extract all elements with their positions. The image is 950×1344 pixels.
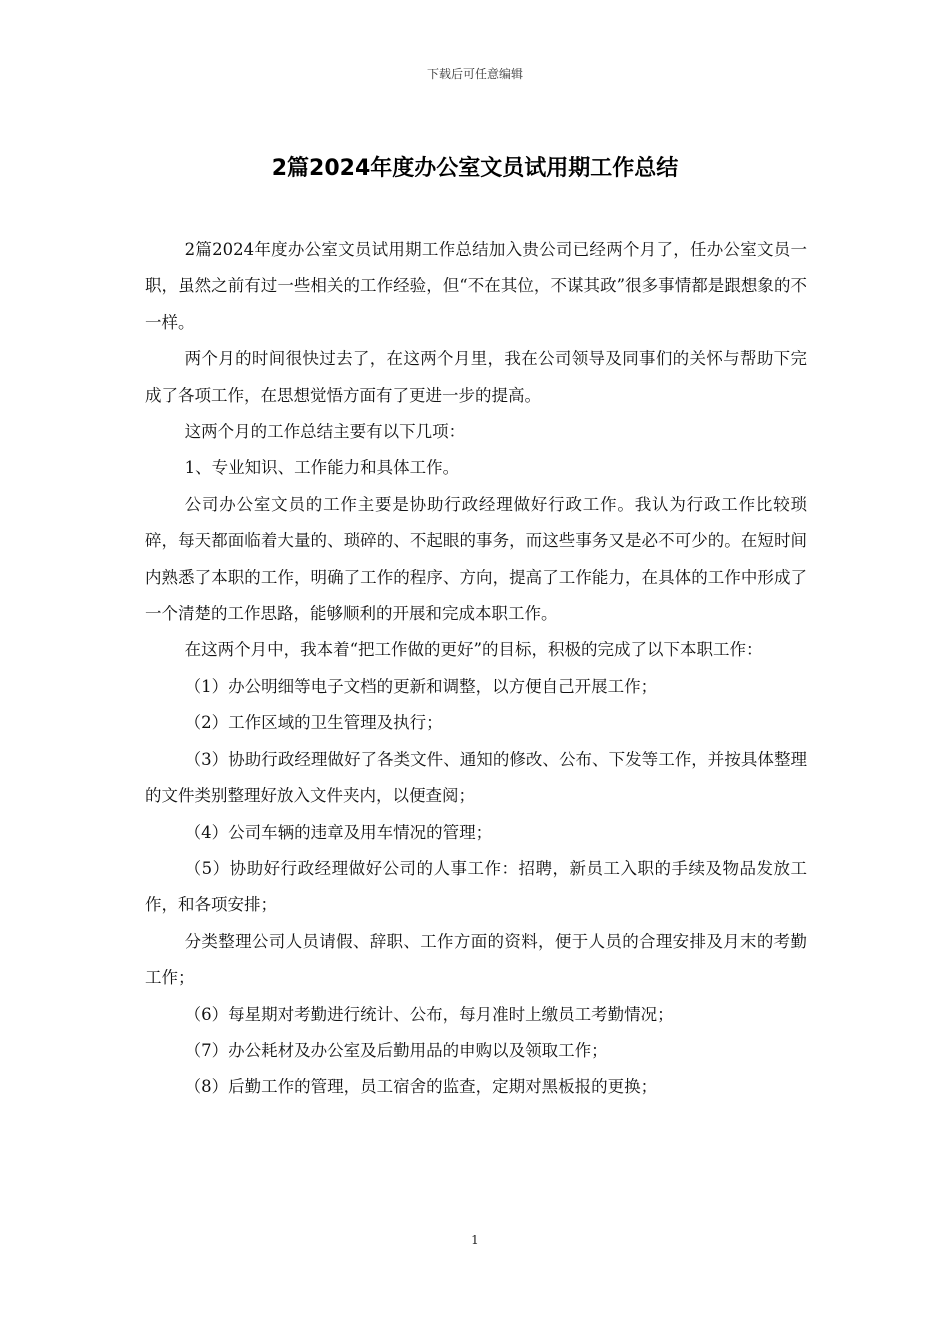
paragraph: 1、专业知识、工作能力和具体工作。 xyxy=(184,458,460,478)
list-item: （3）协助行政经理做好了各类文件、通知的修改、公布、下发等工作，并按具体整理的文件类别整理好放入文件夹内，以便查阅； xyxy=(145,749,807,806)
paragraph: 分类整理公司人员请假、辞职、工作方面的资料，便于人员的合理安排及月末的考勤工作； xyxy=(145,931,807,988)
list-item: （5）协助好行政经理做好公司的人事工作：招聘，新员工入职的手续及物品发放工作，和各项安排； xyxy=(145,858,807,915)
list-item: （6）每星期对考勤进行统计、公布，每月准时上缴员工考勤情况； xyxy=(184,1004,674,1024)
paragraph: 两个月的时间很快过去了，在这两个月里，我在公司领导及同事们的关怀与帮助下完成了各项工作，在思想觉悟方面有了更进一步的提高。 xyxy=(145,349,807,405)
document-title: 2篇2024年度办公室文员试用期工作总结 xyxy=(271,156,679,181)
paragraph: 公司办公室文员的工作主要是协助行政经理做好行政工作。我认为行政工作比较琐碎，每天都面临着大量的、琐碎的、不起眼的事务，而这些事务又是必不可少的。在短时间内熟悉了本职的工作，明确了工作的程序、方向，提高了工作能力，在具体的工作中形成了一个清楚的工作思路，能够顺利的开展和完成本职工作。 xyxy=(145,494,807,624)
header-note: 下载后可任意编辑 xyxy=(426,67,523,81)
list-item: （2）工作区域的卫生管理及执行； xyxy=(184,713,443,733)
list-item: （8）后勤工作的管理，员工宿舍的监查，定期对黑板报的更换； xyxy=(184,1077,658,1097)
list-item: （4）公司车辆的违章及用车情况的管理； xyxy=(184,822,493,842)
list-item: （7）办公耗材及办公室及后勤用品的申购以及领取工作； xyxy=(184,1040,608,1060)
page-number: 1 xyxy=(471,1233,479,1247)
paragraph: 在这两个月中，我本着“把工作做的更好”的目标，积极的完成了以下本职工作： xyxy=(184,640,763,660)
document-body xyxy=(145,232,807,1106)
list-item: （1）办公明细等电子文档的更新和调整，以方便自己开展工作； xyxy=(184,676,658,696)
paragraph: 2篇2024年度办公室文员试用期工作总结加入贵公司已经两个月了，任办公室文员一职，虽然之前有过一些相关的工作经验，但“不在其位，不谋其政”很多事情都是跟想象的不一样。 xyxy=(145,240,807,332)
paragraph: 这两个月的工作总结主要有以下几项： xyxy=(184,422,466,442)
